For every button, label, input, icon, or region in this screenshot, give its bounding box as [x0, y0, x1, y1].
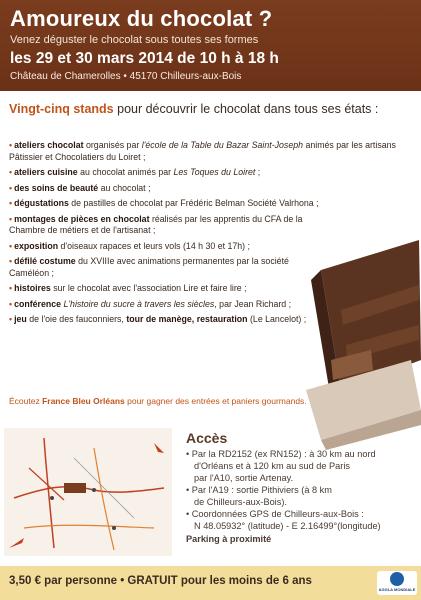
- item-bold: jeu: [14, 314, 27, 324]
- access-line: N 48.05932° (latitude) - E 2.16499°(longitude): [194, 521, 381, 531]
- item-bold: des soins de beauté: [14, 182, 99, 193]
- radio-text: pour gagner des entrées et paniers gourmands.: [124, 396, 307, 406]
- access-title: Accès: [186, 430, 228, 446]
- intro-rest: pour découvrir le chocolat dans tous ses états :: [113, 102, 379, 116]
- access-map: [4, 428, 172, 556]
- item-text: au chocolat ;: [98, 182, 151, 193]
- event-subtitle: Venez déguster le chocolat sous toutes ses formes: [10, 34, 259, 46]
- item-bold: ateliers cuisine: [14, 167, 78, 177]
- item-text: d'oiseaux rapaces et leurs vols (14 h 30 et 17h) ;: [58, 240, 250, 251]
- item-bold: tour de manège, restauration: [126, 314, 248, 324]
- bullet-icon: •: [9, 314, 13, 324]
- item-text: au chocolat animés par: [77, 167, 174, 177]
- item-bold: histoires: [14, 283, 51, 293]
- footer-band: [0, 566, 421, 600]
- logo-globe-icon: [390, 572, 404, 586]
- bullet-icon: •: [9, 256, 13, 266]
- item-text: de l'oie des fauconniers,: [26, 314, 127, 324]
- item-text: , par Jean Richard ;: [214, 298, 292, 309]
- item-bold: exposition: [14, 240, 59, 251]
- header-banner: [0, 0, 421, 91]
- access-line: d'Orléans et à 120 km au sud de Paris: [194, 461, 350, 471]
- item-bold: montages de pièces en chocolat: [14, 213, 150, 224]
- event-dates: les 29 et 30 mars 2014 de 10 h à 18 h: [10, 50, 279, 67]
- item-text: sur le chocolat avec l'association Lire et faire lire ;: [50, 283, 247, 293]
- access-line: de Chilleurs-aux-Bois).: [194, 497, 287, 507]
- intro-text: [9, 102, 414, 117]
- bullet-icon: •: [9, 283, 13, 293]
- item-text: de pastilles de chocolat par Frédéric Belman Société Valrhona ;: [68, 198, 319, 208]
- event-place: Château de Chamerolles • 45170 Chilleurs-aux-Bois: [10, 71, 242, 82]
- item-text: animés par les artisans Pâtissier et Chocolatiers du Loiret ;: [9, 140, 396, 162]
- access-line: par l'A10, sortie Artenay.: [194, 473, 294, 483]
- event-title: Amoureux du chocolat ?: [10, 6, 273, 31]
- item-text: du XVIIIe avec animations permanentes par la société Caméléon ;: [9, 256, 289, 278]
- bullet-icon: •: [9, 298, 13, 309]
- radio-station: France Bleu Orléans: [42, 396, 125, 406]
- bullet-icon: •: [9, 213, 13, 224]
- access-line: • Coordonnées GPS de Chilleurs-aux-Bois :: [186, 509, 364, 519]
- item-text: ;: [255, 167, 261, 177]
- item-italic: L'histoire du sucre à travers les siècles: [63, 298, 215, 309]
- item-text: (Le Lancelot) ;: [247, 314, 307, 324]
- sponsor-logo: [377, 571, 417, 595]
- list-item: [9, 256, 294, 279]
- parking-note: Parking à proximité: [186, 534, 272, 544]
- logo-text: AGGLA MONDIALE: [378, 587, 416, 592]
- item-text: organisés par: [83, 140, 142, 150]
- item-bold: ateliers chocolat: [14, 140, 84, 150]
- bullet-icon: •: [9, 140, 13, 150]
- list-item: [9, 183, 415, 195]
- access-info: [186, 430, 418, 544]
- bullet-icon: •: [9, 198, 13, 208]
- item-bold: dégustations: [14, 198, 69, 208]
- list-item: [9, 140, 415, 163]
- access-line: • Par l'A19 : sortie Pithiviers (à 8 km: [186, 485, 332, 495]
- list-item: [9, 214, 309, 237]
- item-italic: Les Toques du Loiret: [173, 167, 256, 177]
- bullet-icon: •: [9, 240, 13, 251]
- chocolate-bar-image: [301, 240, 421, 450]
- bullet-icon: •: [9, 167, 13, 177]
- radio-text: Écoutez: [9, 396, 43, 406]
- radio-promo: [9, 396, 414, 406]
- price-text: 3,50 € par personne • GRATUIT pour les moins de 6 ans: [9, 575, 312, 587]
- list-item: [9, 198, 415, 210]
- intro-highlight: Vingt-cinq stands: [9, 102, 114, 116]
- bullet-icon: •: [9, 182, 13, 193]
- item-italic: l'école de la Table du Bazar Saint-Joseph: [141, 140, 304, 150]
- item-bold: défilé costume: [14, 256, 76, 266]
- list-item: [9, 167, 415, 179]
- access-line: • Par la RD2152 (ex RN152) : à 30 km au nord: [186, 449, 376, 459]
- item-text: réalisés par les apprentis du CFA de la Chambre de métiers et de l'artisanat ;: [9, 213, 303, 235]
- item-bold: conférence: [14, 298, 62, 309]
